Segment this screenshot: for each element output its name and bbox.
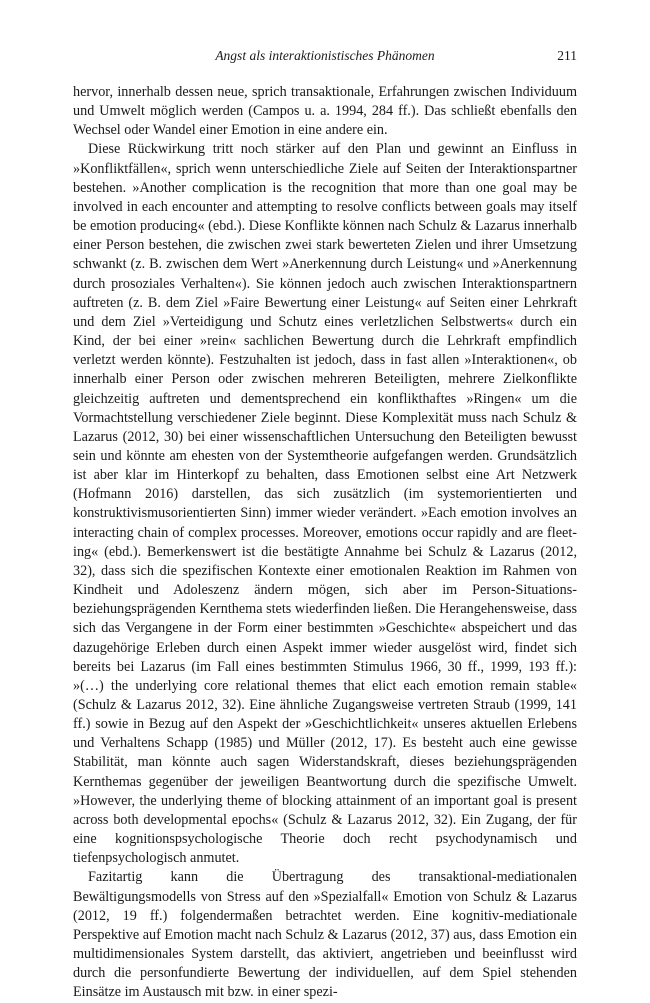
body-text bbox=[73, 83, 577, 1003]
paragraph-continued: hervor, innerhalb dessen neue, sprich transaktionale, Erfahrungen zwischen Individuum und Umwelt möglich werden (Campos u. a. 1994, 284 ff.). Das schließt ebenfalls den Wechsel oder Wandel einer Emotion in eine andere ein. bbox=[73, 84, 577, 139]
running-title: Angst als interaktionistisches Phänomen bbox=[215, 48, 435, 63]
running-head bbox=[73, 46, 577, 66]
page-number: 211 bbox=[557, 48, 577, 63]
paragraph-conclusion: Fazitartig kann die Übertragung des transaktional-mediationalen Bewältigungsmodells von Stress auf den »Spezialfall« Emotion von Schulz & Lazarus (2012, 19 ff.) folgendermaßen betrachtet werden. Eine kognitiv-mediationale Perspektive auf Emotion macht nach Schulz & Lazarus (2012, 37) aus, dass Emotion ein multidimensionales System darstellt, das aktiviert, angetrieben und beeinflusst wird durch die personfundierte Bewertung der individuellen, auf dem Spiel stehenden Einsätze im Austausch mit bzw. in einer spezi- bbox=[73, 869, 577, 1001]
paragraph-conflicts: Diese Rückwirkung tritt noch stärker auf den Plan und gewinnt an Einfluss in »Konfliktfällen«, sprich wenn unterschiedliche Ziele auf Seiten der Interaktionspartner bestehen. »Another complication is the recognition that more than one goal may be involved in each encounter and attempting to resolve conflicts between goals may itself be emotion producing« (ebd.). Diese Konflikte können nach Schulz & Lazarus innerhalb einer Person bestehen, die zwischen zwei stark bewerteten Zielen und ihrer Umsetzung schwankt (z. B. zwischen dem Wert »Anerkennung durch Leistung« und »Anerkennung durch prosoziales Verhalten«). Sie können jedoch auch zwischen Interaktionspartnern auftreten (z. B. dem Ziel »Faire Bewertung einer Leistung« auf Seiten einer Lehrkraft und dem Ziel »Verteidigung und Schutz eines verletzlichen Selbstwerts« durch ein Kind, der bei einer »rein« sachlichen Bewertung durch die Lehrkraft empfindlich verletzt werden könnte). Festzuhalten ist jedoch, dass in fast allen »Interaktionen«, ob innerhalb einer Person oder zwischen mehreren Beteiligten, mehrere Zielkonflikte gleichzeitig auftreten und dementsprechend ein konflikthaftes »Ringen« um die Vormachtstellung verschiedener Ziele beginnt. Diese Komplexität muss nach Schulz & Lazarus (2012, 30) bei einer wissenschaftlichen Untersuchung den Beteiligten bewusst sein und könnte am ehesten von der Systemtheorie aufgefangen werden. Grundsätzlich ist aber klar im Hinterkopf zu behalten, dass Emotionen selbst eine Art Netzwerk (Hofmann 2016) darstellen, das sich zusätzlich (im systemorientierten und konstruktivismusorientierten Sinn) immer wieder verändert. »Each emotion involves an interacting chain of complex processes. Moreover, emotions occur rapidly and are fleeting« (ebd.). Bemerkenswert ist die bestätigte Annahme bei Schulz & Lazarus (2012, 32), dass sich die spezifischen Kontexte einer emotionalen Reaktion im Rahmen von Kindheit und Adoleszenz ändern mögen, sich aber im Person-Situations-beziehungsprägenden Kernthema stets wiederfinden ließen. Die Herangehensweise, dass sich das Vergangene in der Form einer bestimmten »Geschichte« abspeichert und das dazugehörige Erleben durch einen Aspekt immer wieder ausgelöst wird, findet sich bereits bei Lazarus (im Fall eines bestimmten Stimulus 1966, 30 ff., 1999, 193 ff.): »(…) the underlying core relational themes that elict each emotion remain stable« (Schulz & Lazarus 2012, 32). Eine ähnliche Zugangsweise vertreten Straub (1999, 141 ff.) sowie in Bezug auf den Aspekt der »Geschichtlichkeit« unseres aktuellen Erlebens und Verhaltens Schapp (1985) und Müller (2012, 17). Es besteht auch eine gewisse Stabilität, man könnte auch sagen Widerstandskraft, dieses beziehungsprägenden Kernthemas gegenüber der jeweiligen Beantwortung durch die spezifische Umwelt. »However, the underlying theme of blocking attainment of an important goal is present across both developmental epochs« (Schulz & Lazarus 2012, 32). Ein Zugang, der für eine kognitionspsychologische Theorie doch recht psychodynamisch und tiefenpsychologisch anmutet. bbox=[73, 141, 577, 867]
